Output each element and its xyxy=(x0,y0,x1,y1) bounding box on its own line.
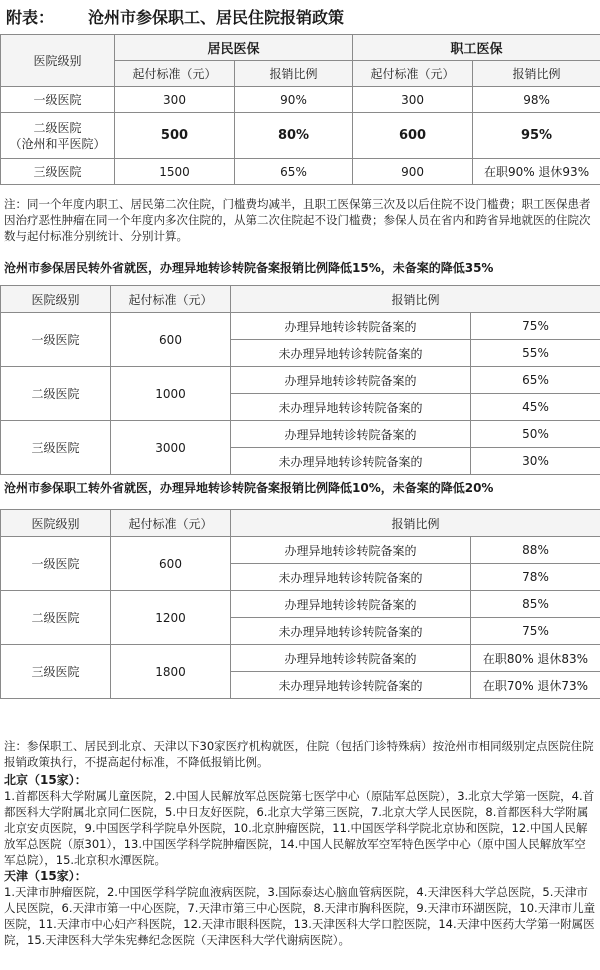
table-cell: 二级医院 xyxy=(1,591,111,645)
table1-sub-header: 报销比例 xyxy=(473,61,600,87)
table-cell: 80% xyxy=(235,113,353,159)
table-cell: 办理异地转诊转院备案的 xyxy=(231,421,471,448)
table-row xyxy=(1,113,600,159)
table-cell: 55% xyxy=(471,340,600,367)
note-1: 注：同一个年度内职工、居民第二次住院，门槛费均减半，且职工医保第三次及以后住院不设门槛费；职工医保患者因治疗恶性肿瘤在同一个年度内多次住院的，从第二次住院起不设门槛费；参保人员在省内和跨省异地就医的住院次数与起付标准分别统计、分别计算。 xyxy=(4,197,591,243)
table-cell: 30% xyxy=(471,448,600,475)
level-line-1: 二级医院 xyxy=(33,120,82,135)
table-cell: 一级医院 xyxy=(1,313,111,367)
tianjin-section xyxy=(4,868,596,948)
table-cell: 在职90% 退休93% xyxy=(473,159,600,185)
table-cell: 90% xyxy=(235,87,353,113)
table-row xyxy=(1,421,600,448)
table-cell: 1800 xyxy=(111,645,231,699)
table-row xyxy=(1,591,600,618)
table-cell: 600 xyxy=(111,537,231,591)
table-row xyxy=(1,367,600,394)
table-cell: 未办理异地转诊转院备案的 xyxy=(231,448,471,475)
table-cell: 98% xyxy=(473,87,600,113)
table-cell: 95% xyxy=(473,113,600,159)
table-cell: 900 xyxy=(353,159,473,185)
table-cell: 78% xyxy=(471,564,600,591)
table-cell: 一级医院 xyxy=(1,87,115,113)
document-title xyxy=(0,0,600,35)
table-cell: 办理异地转诊转院备案的 xyxy=(231,313,471,340)
table-cell: 88% xyxy=(471,537,600,564)
table1-sub-header: 报销比例 xyxy=(235,61,353,87)
table2-header: 起付标准（元） xyxy=(111,286,231,313)
table3-header: 医院级别 xyxy=(1,510,111,537)
table2-header: 报销比例 xyxy=(231,286,600,313)
table-row xyxy=(1,313,600,340)
beijing-hospital-list: 1.首都医科大学附属儿童医院，2.中国人民解放军总医院第七医学中心（原陆军总医院），3.北京大学第一医院，4.首都医科大学附属北京同仁医院，5.中日友好医院，6.北京大学第三医院，7.北京大学人民医院，8.首都医科大学附属北京安贞医院，9.中国医学科学院阜外医院，10.北京肿瘤医院，11.中国医学科学院北京协和医院，12.中国人民解放军总医院（原301），13.中国医学科学院肿瘤医院，14.中国人民解放军空军特色医学中心（原中国人民解放军空军总院），15.北京积水潭医院。 xyxy=(4,789,595,867)
table1-level-header: 医院级别 xyxy=(1,35,115,87)
table-cell: 未办理异地转诊转院备案的 xyxy=(231,394,471,421)
table-cell: 二级医院 xyxy=(1,367,111,421)
table2-header: 医院级别 xyxy=(1,286,111,313)
tianjin-hospital-list: 1.天津市肿瘤医院，2.中国医学科学院血液病医院，3.国际泰达心脑血管病医院，4.天津医科大学总医院，5.天津市人民医院，6.天津市第一中心医院，7.天津市第三中心医院，8.天津市胸科医院，9.天津市环湖医院，10.天津市儿童医院，11.天津市中心妇产科医院，12.天津市眼科医院，13.天津医科大学口腔医院，14.天津中医药大学第一附属医院，15.天津医科大学朱宪彝纪念医院（天津医科大学代谢病医院）。 xyxy=(4,885,596,947)
table-cell: 办理异地转诊转院备案的 xyxy=(231,537,471,564)
table-cell: 600 xyxy=(353,113,473,159)
table-cell: 1500 xyxy=(115,159,235,185)
table1-group-employee: 职工医保 xyxy=(353,35,600,61)
table-row xyxy=(1,645,600,672)
table-cell: 1000 xyxy=(111,367,231,421)
beijing-section xyxy=(4,772,596,868)
table1-sub-header: 起付标准（元） xyxy=(115,61,235,87)
table-cell: 50% xyxy=(471,421,600,448)
table-row xyxy=(1,87,600,113)
table-cell: 一级医院 xyxy=(1,537,111,591)
table-cell: 办理异地转诊转院备案的 xyxy=(231,645,471,672)
table-cell: 三级医院 xyxy=(1,159,115,185)
table-resident-out-of-province xyxy=(0,285,600,475)
table-row xyxy=(1,159,600,185)
table-cell: 65% xyxy=(235,159,353,185)
table-cell: 600 xyxy=(111,313,231,367)
table-cell: 三级医院 xyxy=(1,645,111,699)
table-cell: 500 xyxy=(115,113,235,159)
table-local-policy xyxy=(0,34,600,185)
table1-group-resident: 居民医保 xyxy=(115,35,353,61)
table-cell: 未办理异地转诊转院备案的 xyxy=(231,564,471,591)
table-cell: 65% xyxy=(471,367,600,394)
section2-title: 沧州市参保居民转外省就医，办理异地转诊转院备案报销比例降低15%，未备案的降低35% xyxy=(4,261,494,275)
note-2: 注：参保职工、居民到北京、天津以下30家医疗机构就医，住院（包括门诊特殊病）按沧州市相同级别定点医院住院报销政策执行，不提高起付标准，不降低报销比例。 xyxy=(4,739,594,769)
table-cell: 85% xyxy=(471,591,600,618)
table-cell: 在职70% 退休73% xyxy=(471,672,600,699)
table3-header: 起付标准（元） xyxy=(111,510,231,537)
table-cell: 75% xyxy=(471,313,600,340)
table-cell: 办理异地转诊转院备案的 xyxy=(231,591,471,618)
table-cell: 未办理异地转诊转院备案的 xyxy=(231,672,471,699)
table-cell: 办理异地转诊转院备案的 xyxy=(231,367,471,394)
table3-header: 报销比例 xyxy=(231,510,600,537)
table-cell: 3000 xyxy=(111,421,231,475)
table-cell: 300 xyxy=(115,87,235,113)
table-cell: 三级医院 xyxy=(1,421,111,475)
table-cell: 75% xyxy=(471,618,600,645)
table-cell: 在职80% 退休83% xyxy=(471,645,600,672)
beijing-title: 北京（15家）： xyxy=(4,773,87,787)
table-cell: 未办理异地转诊转院备案的 xyxy=(231,618,471,645)
table-cell: 45% xyxy=(471,394,600,421)
table-cell: 1200 xyxy=(111,591,231,645)
title-main: 沧州市参保职工、居民住院报销政策 xyxy=(88,8,345,27)
table1-sub-header: 起付标准（元） xyxy=(353,61,473,87)
section3-title: 沧州市参保职工转外省就医，办理异地转诊转院备案报销比例降低10%，未备案的降低20% xyxy=(4,481,494,495)
table-cell: 300 xyxy=(353,87,473,113)
table-cell: 未办理异地转诊转院备案的 xyxy=(231,340,471,367)
tianjin-title: 天津（15家）： xyxy=(4,869,87,883)
table-row xyxy=(1,537,600,564)
title-prefix: 附表： xyxy=(6,8,55,27)
level-line-2: （沧州和平医院） xyxy=(9,136,106,151)
table-cell xyxy=(1,113,115,159)
table-employee-out-of-province xyxy=(0,509,600,699)
